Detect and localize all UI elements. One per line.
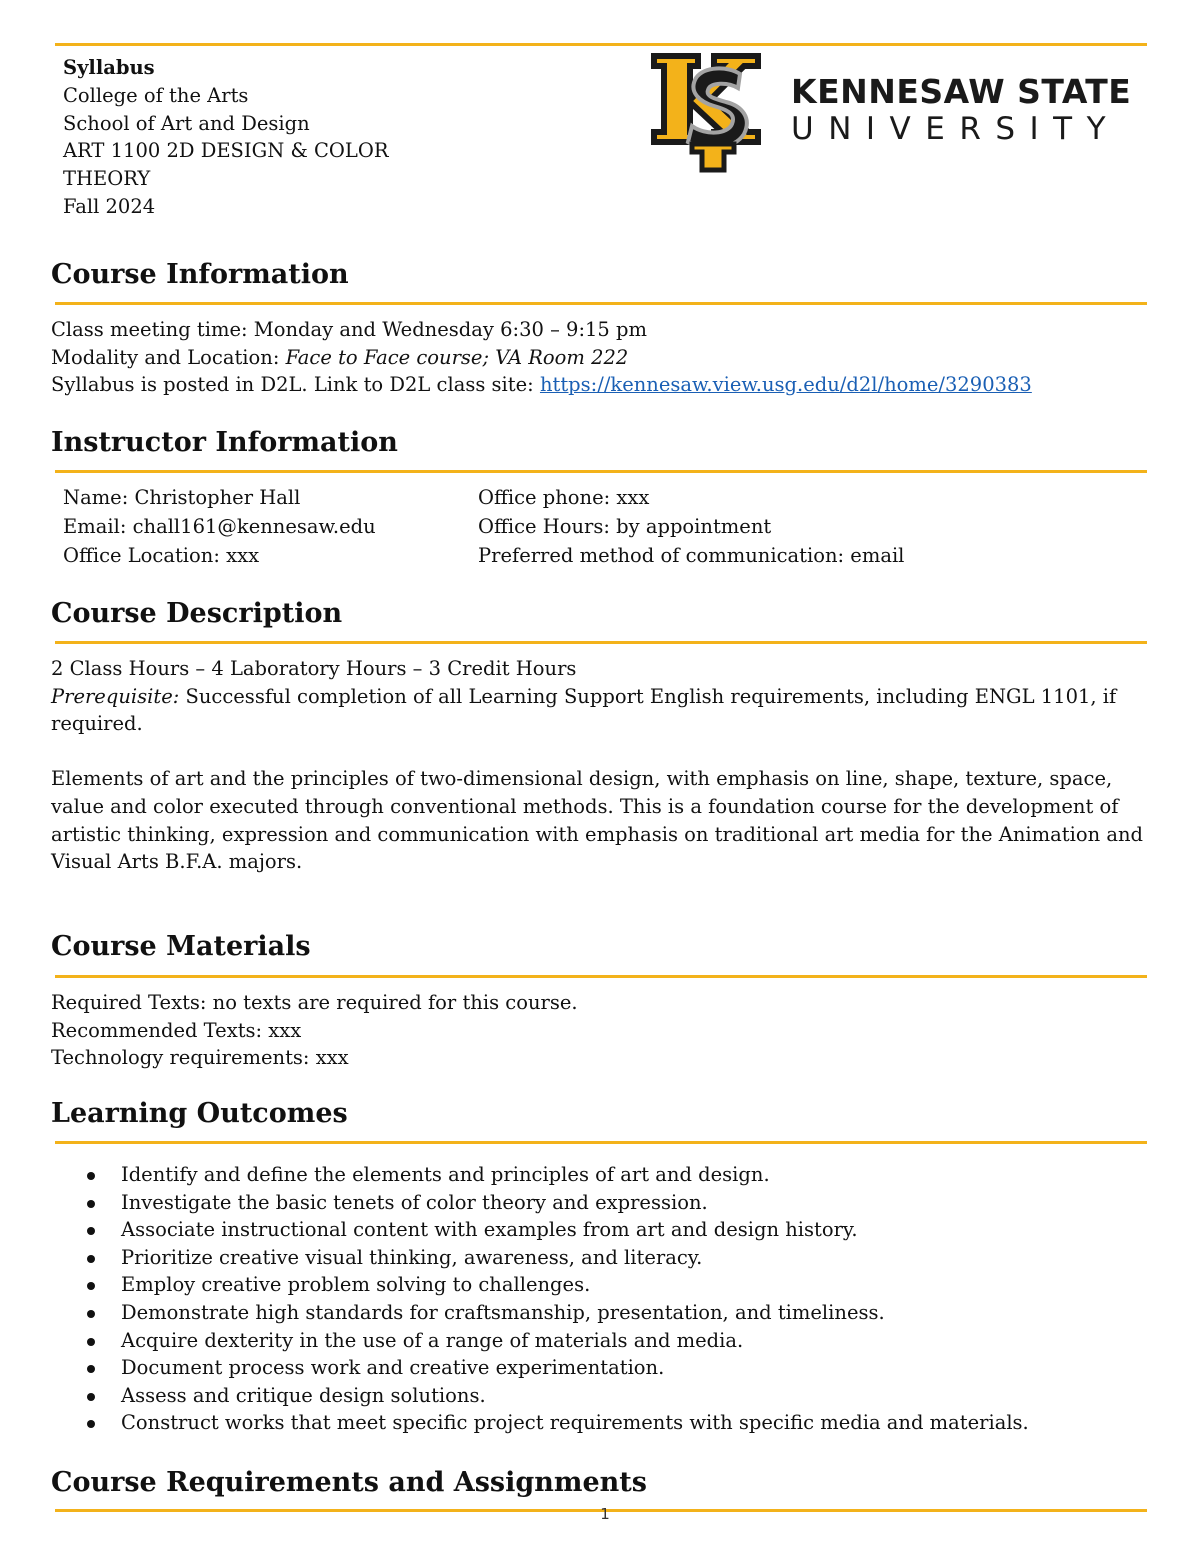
course-description-body [51,655,1161,876]
instructor-right-column [478,484,904,570]
section-divider [55,302,1147,305]
instructor-left-column [63,484,376,570]
section-title-course-description: Course Description [51,598,343,629]
course-information-body [51,316,1161,399]
document-header [63,54,483,221]
section-title-instructor-information: Instructor Information [51,427,398,458]
logo-wordmark-line2: UNIVERSITY [791,111,1121,147]
prerequisite-text: Successful completion of all Learning Support English requirements, including ENGL 1101, if required. [51,684,1117,736]
list-item: Investigate the basic tenets of color theory and expression. [51,1189,1029,1217]
logo-wordmark-line1: KENNESAW STATE [791,72,1132,111]
course-title-line1: ART 1100 2D DESIGN & COLOR [63,139,389,163]
course-title-line2: THEORY [63,167,151,191]
section-divider [55,641,1147,644]
doc-type: Syllabus [63,56,155,79]
syllabus-location [51,371,1161,399]
syllabus-label: Syllabus is posted in D2L. Link to D2L class site: [51,373,540,397]
list-item: Employ creative problem solving to challenges. [51,1271,1029,1299]
school-name: School of Art and Design [63,111,310,135]
list-item: Associate instructional content with examples from art and design history. [51,1216,1029,1244]
learning-outcomes-list [51,1161,1029,1437]
top-divider [55,43,1147,46]
section-title-course-information: Course Information [51,259,349,290]
term: Fall 2024 [63,194,156,218]
college-name: College of the Arts [63,83,249,107]
modality-label: Modality and Location: [51,345,286,369]
list-item: Prioritize creative visual thinking, awareness, and literacy. [51,1244,1029,1272]
course-description-text: Elements of art and the principles of two-dimensional design, with emphasis on line, shape, texture, space, value and color executed through conventional methods. This is a foundation course for the development of artistic thinking, expression and communication with emphasis on traditional art media for the Animation and Visual Arts B.F.A. majors. [51,767,1144,874]
credit-hours: 2 Class Hours – 4 Laboratory Hours – 3 Credit Hours [51,657,577,680]
recommended-texts: Recommended Texts: xxx [51,1018,302,1042]
instructor-office-location: Office Location: xxx [63,543,260,567]
section-divider [55,1141,1147,1144]
instructor-email: Email: chall161@kennesaw.edu [63,514,376,538]
d2l-class-site-link[interactable]: https://kennesaw.view.usg.edu/d2l/home/3290383 [539,373,1032,397]
section-divider [55,975,1147,978]
section-title-course-requirements: Course Requirements and Assignments [51,1467,647,1498]
required-texts: Required Texts: no texts are required for this course. [51,991,578,1014]
list-item: Demonstrate high standards for craftsmanship, presentation, and timeliness. [51,1299,1029,1327]
modality-value: Face to Face course; VA Room 222 [285,345,629,369]
list-item: Acquire dexterity in the use of a range of materials and media. [51,1327,1029,1355]
list-item: Assess and critique design solutions. [51,1382,1029,1410]
instructor-office-phone: Office phone: xxx [478,486,650,509]
section-title-learning-outcomes: Learning Outcomes [51,1098,348,1129]
list-item: Identify and define the elements and principles of art and design. [51,1161,1029,1189]
prerequisite-label: Prerequisite: [51,684,180,708]
modality-location [51,344,1161,372]
instructor-name: Name: Christopher Hall [63,486,301,509]
ksu-logo [648,52,1148,174]
prerequisite [51,683,1161,738]
list-item: Construct works that meet specific project requirements with specific media and materials. [51,1409,1029,1437]
ksu-monogram-icon [648,52,776,174]
section-divider [55,470,1147,473]
section-title-course-materials: Course Materials [51,931,311,962]
instructor-office-hours: Office Hours: by appointment [478,514,772,538]
meeting-time: Class meeting time: Monday and Wednesday 6:30 – 9:15 pm [51,318,648,341]
technology-requirements: Technology requirements: xxx [51,1046,349,1070]
page-number: 1 [600,1505,610,1523]
list-item: Document process work and creative experimentation. [51,1354,1029,1382]
course-materials-body [51,989,1161,1072]
instructor-preferred-contact: Preferred method of communication: email [478,543,905,567]
